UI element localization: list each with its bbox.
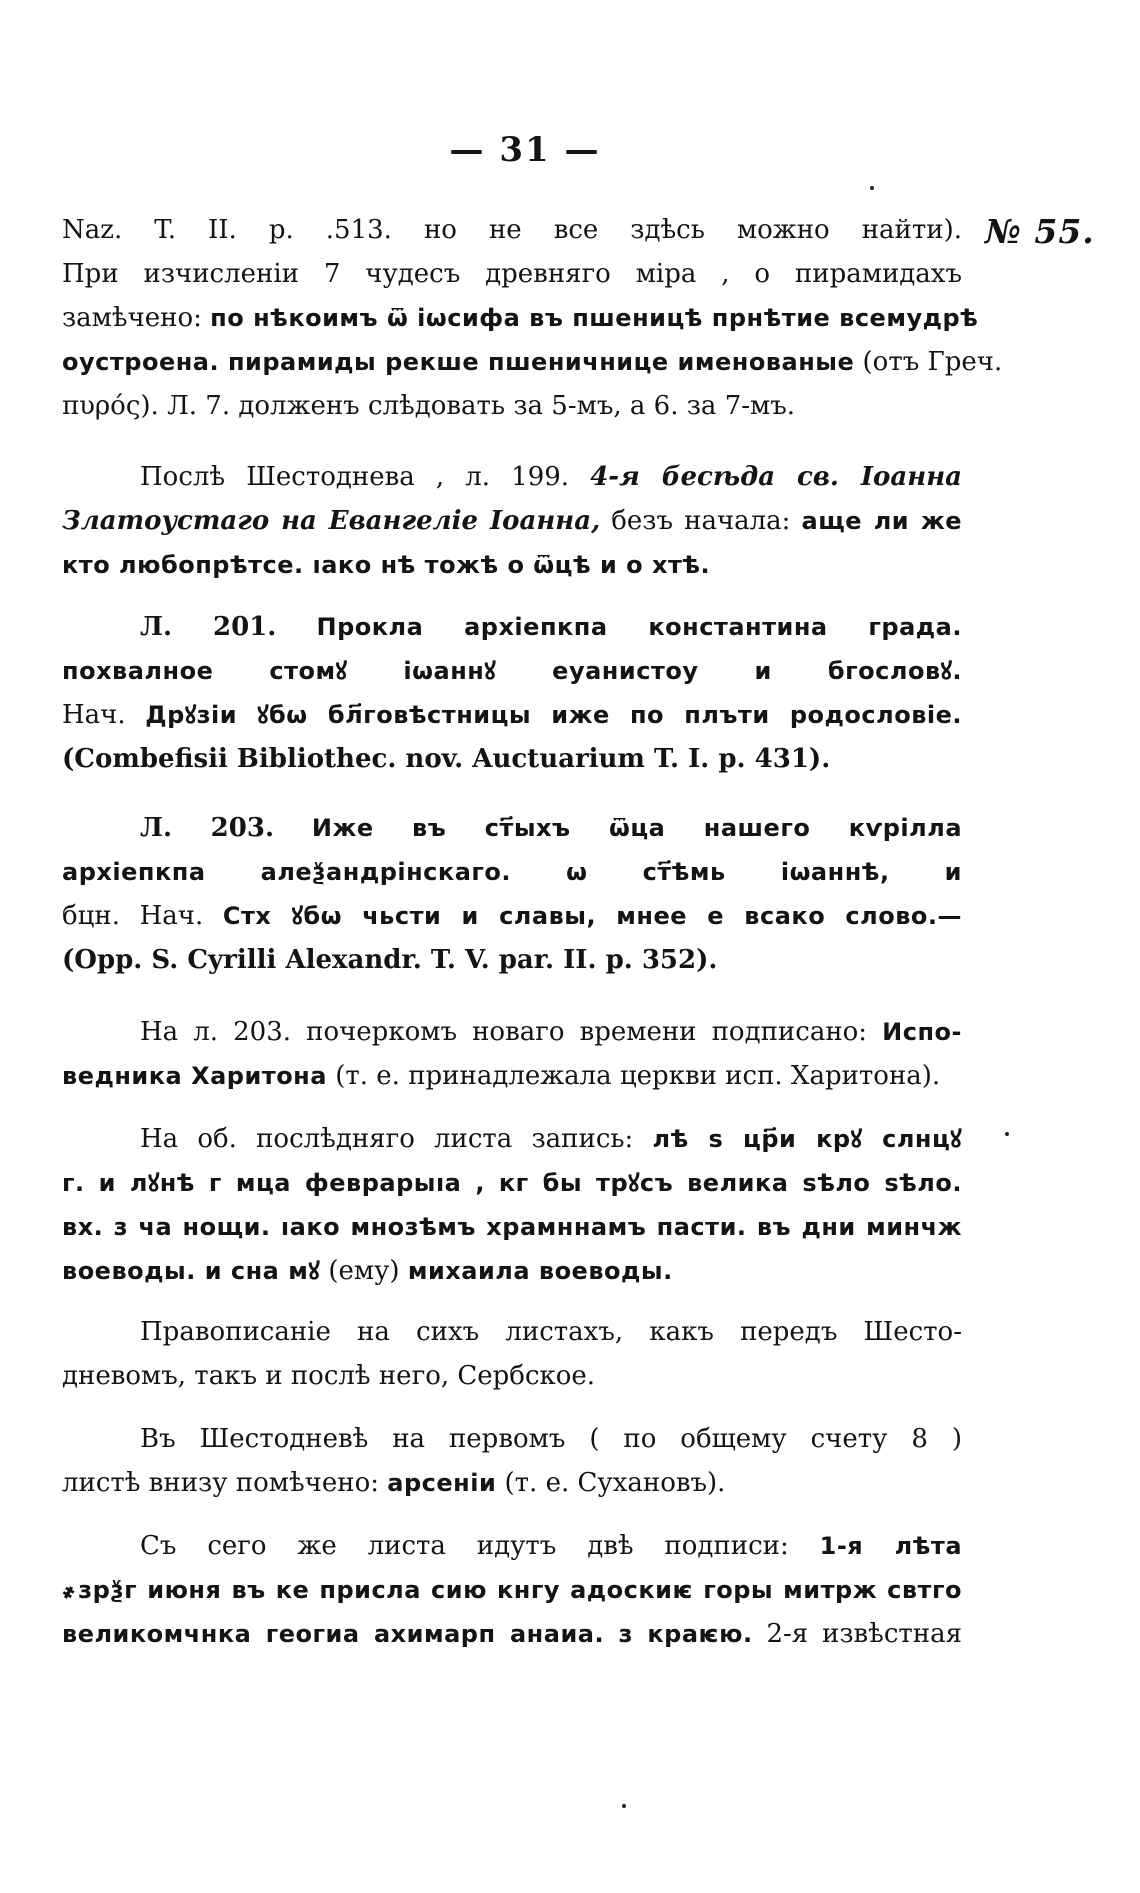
text-line: великомчнка геогиа ахимарп анаиа. з краѥю. 2-я извѣстная (62, 1619, 962, 1649)
text-line: Naz. T. II. p. .513. но не все здѣсь можно найти). (62, 215, 962, 245)
italic-title: Златоустаго на Евангеліе Іоанна, (62, 506, 601, 536)
ink-speck (1005, 1132, 1009, 1136)
church-slavonic-line: похвалное стомꙋ іѡаннꙋ еуанистоу и бгословꙋ. (62, 657, 962, 685)
paragraph-8 (62, 1417, 962, 1505)
church-slavonic-text: Испо- (882, 1018, 962, 1046)
church-slavonic-line: вх. з ча нощи. ıако мнозѣмъ храмннамъ пасти. въ дни минчж (62, 1213, 962, 1241)
church-slavonic-text: арсеніи (387, 1469, 497, 1497)
church-slavonic-text: ведника Харитона (62, 1062, 327, 1090)
text-line: Послѣ Шестоднева , л. 199. 4-я бесѣда св. Іоанна (140, 462, 962, 492)
text-line: ведника Харитона (т. е. принадлежала церкви исп. Харитона). (62, 1061, 941, 1091)
text-line: дневомъ, такъ и послѣ него, Сербское. (62, 1361, 596, 1391)
paragraph-9 (62, 1524, 962, 1656)
church-slavonic-text: по нѣкоимъ ѿ іѡсифа въ пшеницѣ прнѣтие всемудрѣ (210, 304, 979, 332)
paragraph-6 (62, 1117, 962, 1293)
church-slavonic-line: кто любопрѣтсе. ıако нѣ тожѣ о ѿцѣ и о хтѣ. (62, 551, 711, 579)
church-slavonic-line: ҂зрѯг июня въ ке присла сию кнгу адоскиѥ горы митрж свтго (62, 1576, 962, 1604)
text-line: (Opp. S. Cyrilli Alexandr. T. V. par. II. p. 352). (62, 945, 718, 975)
text-line: πυρός). Л. 7. долженъ слѣдовать за 5-мъ, а 6. за 7-мъ. (62, 391, 796, 421)
church-slavonic-text: Дрꙋзіи ꙋбѡ бл҃говѣстницы иже по плъти родословіе. (145, 701, 963, 729)
paragraph-4 (62, 806, 962, 982)
text-line: На об. послѣдняго листа запись: лѣ ѕ цр҃и крꙋ слнцꙋ (140, 1124, 963, 1154)
paragraph-3 (62, 605, 962, 781)
church-slavonic-text: михаила воеводы. (407, 1257, 673, 1285)
paragraph-1 (62, 208, 1003, 428)
text-line: Въ Шестодневѣ на первомъ ( по общему счету 8 ) (140, 1424, 962, 1454)
italic-title: 4-я бесѣда св. Іоанна (590, 462, 962, 492)
church-slavonic-text: воеводы. и сна мꙋ (62, 1257, 321, 1285)
church-slavonic-line: г. и лꙋнѣ г мца феврарыıа , кг бы трꙋсъ велика ѕѣло ѕѣло. (62, 1169, 962, 1197)
church-slavonic-text: Стх ꙋбѡ чьсти и славы, мнее е всако слово.— (222, 902, 962, 930)
text-line: Л. 203. Иже въ ст҃ыхъ ѿца нашего кѵрілла (140, 813, 963, 843)
text-line: бцн. Нач. Стх ꙋбѡ чьсти и славы, мнее е всако слово.— (62, 901, 962, 931)
text-line: При изчисленіи 7 чудесъ древняго міра , о пирамидахъ (62, 259, 962, 289)
church-slavonic-text: Прокла архіепкпа константина града. (316, 613, 962, 641)
text-line: (Combefisii Bibliothec. nov. Auctuarium T. I. p. 431). (62, 744, 831, 774)
church-slavonic-text: аще ли же (801, 507, 962, 535)
text-line: Правописаніе на сихъ листахъ, какъ передъ Шесто- (140, 1317, 962, 1347)
text-line: замѣчено: по нѣкоимъ ѿ іѡсифа въ пшеницѣ прнѣтие всемудрѣ (62, 303, 979, 333)
text-line: воеводы. и сна мꙋ (ему) михаила воеводы. (62, 1256, 673, 1286)
church-slavonic-text: лѣ ѕ цр҃и крꙋ слнцꙋ (652, 1125, 963, 1153)
paragraph-5 (62, 1010, 962, 1098)
ink-speck (622, 1804, 626, 1808)
church-slavonic-text: Иже въ ст҃ыхъ ѿца нашего кѵрілла (311, 814, 963, 842)
paragraph-2 (62, 455, 962, 587)
text-line: Съ сего же листа идутъ двѣ подписи: 1-я лѣта (140, 1531, 963, 1561)
text-line: На л. 203. почеркомъ новаго времени подписано: Испо- (140, 1017, 962, 1047)
text-line: оустроена. пирамиды рекше пшеничнице именованые (отъ Греч. (62, 347, 1003, 377)
church-slavonic-text: оустроена. пирамиды рекше пшеничнице именованые (62, 348, 855, 376)
text-line: листѣ внизу помѣчено: арсеніи (т. е. Сухановъ). (62, 1468, 726, 1498)
church-slavonic-line: архіепкпа алеѯандрінскаго. ѡ ст҃ѣмь іѡаннѣ, и (62, 858, 962, 886)
text-line: Нач. Дрꙋзіи ꙋбѡ бл҃говѣстницы иже по плъти родословіе. (62, 700, 963, 730)
margin-item-number: № 55. (985, 212, 1095, 251)
church-slavonic-text: великомчнка геогиа ахимарп анаиа. з краѥю. (62, 1620, 753, 1648)
church-slavonic-text: 1-я лѣта (819, 1532, 963, 1560)
text-line: Л. 201. Прокла архіепкпа константина града. (140, 612, 962, 642)
ink-speck (870, 186, 874, 190)
paragraph-7 (62, 1310, 962, 1398)
page-number: — 31 — (449, 130, 601, 170)
text-line: Златоустаго на Евангеліе Іоанна, безъ начала: аще ли же (62, 506, 962, 536)
